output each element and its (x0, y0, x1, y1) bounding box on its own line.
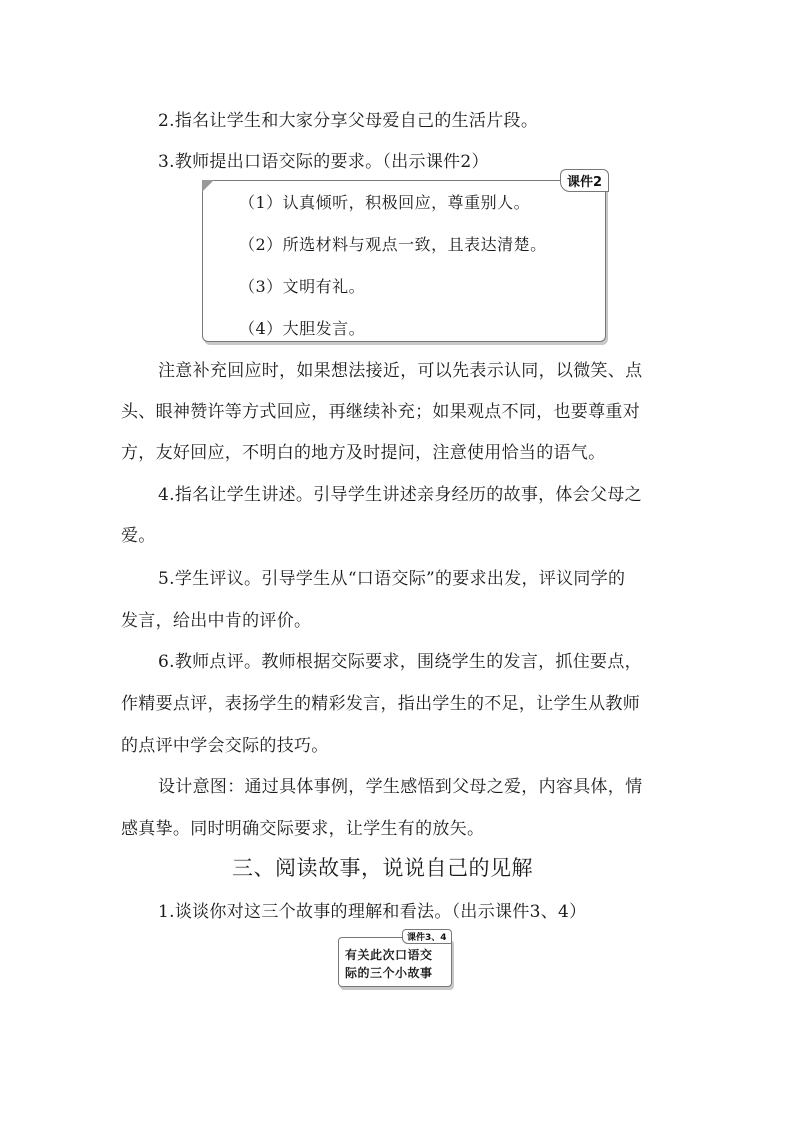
requirement-item: （2）所选材料与观点一致，且表达清楚。 (239, 235, 547, 254)
paragraph-line: 感真挚。同时明确交际要求，让学生有的放矢。 (121, 819, 485, 839)
paragraph-line: 3.教师提出口语交际的要求。（出示课件2） (158, 152, 489, 172)
paragraph-line: 5.学生评议。引导学生从“口语交际”的要求出发，评议同学的 (158, 569, 626, 589)
requirement-item: （4）大胆发言。 (239, 319, 366, 338)
paragraph-line: 4.指名让学生讲述。引导学生讲述亲身经历的故事，体会父母之 (158, 485, 642, 505)
small-box-line: 有关此次口语交 (345, 948, 433, 962)
box-corner-fold (202, 180, 214, 192)
requirement-item: （3）文明有礼。 (239, 277, 366, 296)
requirement-item: （1）认真倾听，积极回应，尊重别人。 (239, 193, 531, 212)
paragraph-line: 6.教师点评。教师根据交际要求，围绕学生的发言，抓住要点， (158, 652, 642, 672)
paragraph-line: 头、眼神赞许等方式回应，再继续补充；如果观点不同，也要尊重对 (121, 402, 640, 422)
paragraph-line: 发言，给出中肯的评价。 (121, 611, 312, 631)
paragraph-line: 设计意图：通过具体事例，学生感悟到父母之爱，内容具体，情 (158, 777, 643, 797)
paragraph-line: 作精要点评，表扬学生的精彩发言，指出学生的不足，让学生从教师 (121, 694, 640, 714)
courseware-tag: 课件2 (560, 169, 609, 192)
paragraph-line: 1.谈谈你对这三个故事的理解和看法。（出示课件3、4） (158, 902, 587, 922)
courseware-small-box (338, 937, 452, 987)
courseware-box (202, 180, 606, 342)
courseware-small-tag: 课件3、4 (402, 929, 452, 944)
paragraph-line: 的点评中学会交际的技巧。 (121, 736, 329, 756)
section-heading: 三、阅读故事，说说自己的见解 (232, 856, 533, 880)
paragraph-line: 2.指名让学生和大家分享父母爱自己的生活片段。 (158, 111, 539, 131)
paragraph-line: 方，友好回应，不明白的地方及时提问，注意使用恰当的语气。 (121, 443, 606, 463)
paragraph-line: 爱。 (121, 526, 156, 546)
paragraph-line: 注意补充回应时，如果想法接近，可以先表示认同，以微笑、点 (158, 361, 643, 381)
small-box-line: 际的三个小故事 (345, 966, 433, 980)
